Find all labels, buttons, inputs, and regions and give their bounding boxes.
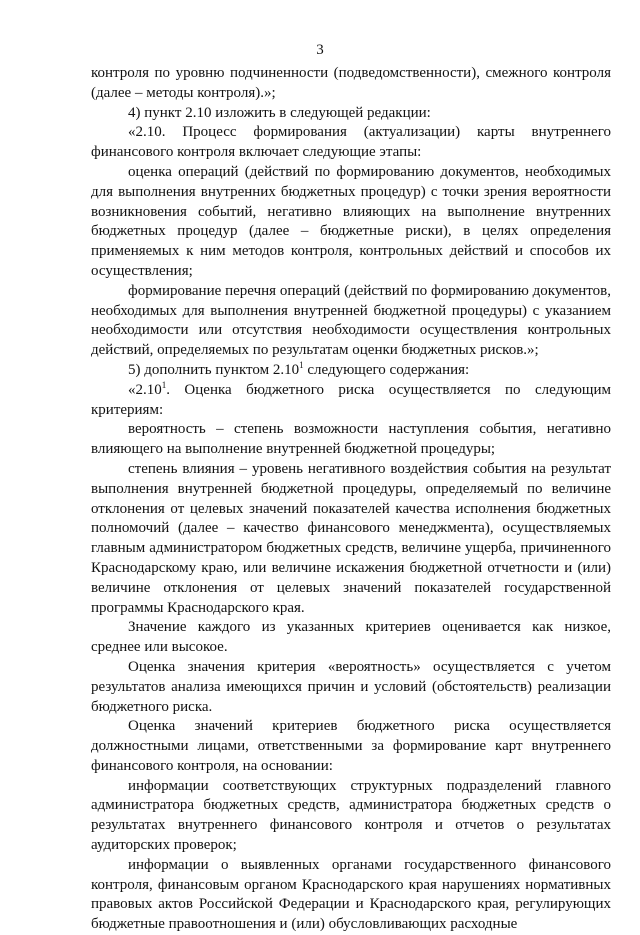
paragraph-assessment-basis: Оценка значений критериев бюджетного риска осуществляется должностными лицами, ответственными за формирование карт внутреннего финансового контроля, на основании: bbox=[91, 718, 611, 774]
paragraph-impact-degree: степень влияния – уровень негативного воздействия события на результат выполнения внутренней бюджетной процедуры, определяемый по величине отклонения от целевых значений показателей качества исполнения бюджетных полномочий (далее – качество финансового менеджмента), осуществляемых главным администратором бюджетных средств, величине ущерба, причиненного Краснодарскому краю, или величине искажения бюджетной отчетности и (или) величине отклонения от целевых значений показателей государственной программы Краснодарского края. bbox=[91, 460, 611, 616]
clause-2-10-1-number: «2.10 bbox=[128, 381, 162, 398]
paragraph-probability-assessment: Оценка значения критерия «вероятность» осуществляется с учетом результатов анализа имеющихся причин и условий (обстоятельств) реализации бюджетного риска. bbox=[91, 658, 611, 715]
paragraph-item-4: 4) пункт 2.10 изложить в следующей редакции: bbox=[128, 104, 431, 121]
paragraph-2-10-1 bbox=[91, 381, 611, 421]
paragraph-item-5 bbox=[91, 361, 611, 381]
paragraph-criteria-values: Значение каждого из указанных критериев оценивается как низкое, среднее или высокое. bbox=[91, 619, 611, 656]
item-5-superscript: 1 bbox=[299, 359, 304, 370]
item-5-text-end: следующего содержания: bbox=[303, 361, 470, 378]
paragraph-structural-info: информации соответствующих структурных подразделений главного администратора бюджетных средств, администратора бюджетных средств о результатах внутреннего финансового контроля и отчетов о результатах аудиторских проверок; bbox=[91, 777, 611, 854]
paragraph-2-10: «2.10. Процесс формирования (актуализации) карты внутреннего финансового контроля включает следующие этапы: bbox=[91, 124, 611, 161]
clause-2-10-1-superscript: 1 bbox=[161, 379, 167, 390]
paragraph-violations-info: информации о выявленных органами государственного финансового контроля, финансовым органом Краснодарского края нарушениях нормативных правовых актов Российской Федерации и Краснодарского края, регулирующих бюджетные правоотношения и (или) обусловливающих расходные bbox=[91, 856, 611, 933]
paragraph-operations-list: формирование перечня операций (действий по формированию документов, необходимых для выполнения внутренней бюджетной процедуры) с указанием необходимости или отсутствия необходимости осуществления контрольных действий, определяемых по результатам оценки бюджетных рисков.»; bbox=[91, 282, 611, 359]
paragraph-operations-assessment: оценка операций (действий по формированию документов, необходимых для выполнения внутренних бюджетных процедур) с точки зрения вероятности возникновения событий, негативно влияющих на выполнение внутренних бюджетных процедур (далее – бюджетные риски), в целях определения применяемых к ним методов контроля, контрольных действий и способов их осуществления; bbox=[91, 163, 611, 279]
item-5-text: 5) дополнить пунктом 2.10 bbox=[128, 361, 300, 378]
paragraph-probability: вероятность – степень возможности наступления события, негативно влияющего на выполнение внутренней бюджетной процедуры; bbox=[91, 421, 611, 458]
page-number: 3 bbox=[316, 42, 324, 58]
paragraph-methods-continuation: контроля по уровню подчиненности (подведомственности), смежного контроля (далее – методы контроля).»; bbox=[91, 65, 611, 101]
clause-2-10-1-text: . Оценка бюджетного риска осуществляется по следующим критериям: bbox=[91, 381, 611, 418]
document-body bbox=[91, 64, 611, 935]
